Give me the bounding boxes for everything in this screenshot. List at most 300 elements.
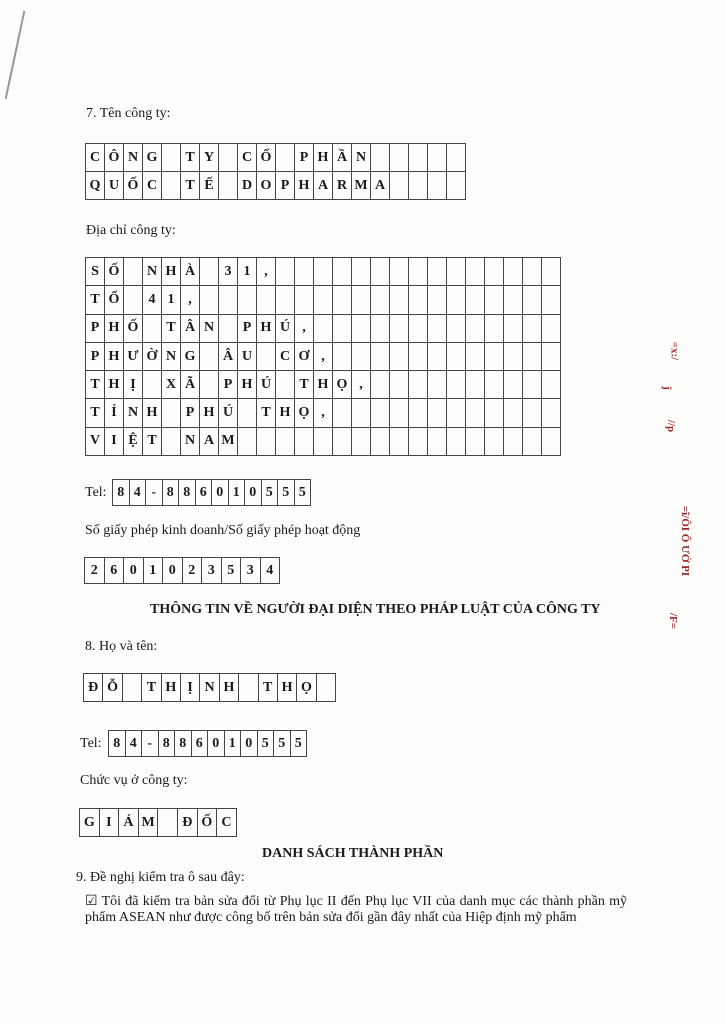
letter-cell (200, 258, 219, 286)
letter-cell (390, 286, 409, 314)
character-cell: 0 (163, 558, 183, 583)
letter-cell (428, 371, 447, 399)
letter-cell (428, 258, 447, 286)
letter-cell: Ế (200, 172, 219, 200)
grid-row (86, 427, 561, 455)
letter-cell (409, 399, 428, 427)
position-box (79, 808, 237, 837)
full-name-box (83, 673, 336, 702)
letter-cell (371, 342, 390, 370)
letter-cell (276, 427, 295, 455)
character-cell: 8 (179, 480, 196, 505)
character-cell: H (162, 674, 181, 701)
letter-cell (504, 371, 523, 399)
letter-cell (295, 427, 314, 455)
letter-cell (409, 427, 428, 455)
letter-cell (409, 258, 428, 286)
company-tel-label: Tel: (85, 485, 107, 500)
character-cell: 1 (225, 731, 242, 756)
letter-cell (390, 371, 409, 399)
letter-cell: Ô (105, 144, 124, 172)
letter-cell (466, 286, 485, 314)
letter-cell (238, 427, 257, 455)
letter-cell (276, 258, 295, 286)
character-cell: T (259, 674, 278, 701)
letter-cell (390, 144, 409, 172)
letter-cell: N (162, 342, 181, 370)
letter-cell (295, 258, 314, 286)
letter-cell (409, 342, 428, 370)
character-cell: - (146, 480, 163, 505)
letter-cell: P (86, 314, 105, 342)
letter-cell (257, 286, 276, 314)
character-cell: 8 (113, 480, 130, 505)
character-cell: 5 (222, 558, 242, 583)
letter-cell: H (105, 371, 124, 399)
character-cell (317, 674, 335, 701)
character-cell: 8 (109, 731, 126, 756)
letter-cell (447, 399, 466, 427)
company-tel-box (112, 479, 311, 506)
letter-cell: Ơ (295, 342, 314, 370)
letter-cell (409, 371, 428, 399)
letter-cell: Ã (181, 371, 200, 399)
letter-cell (314, 314, 333, 342)
character-cell (123, 674, 142, 701)
letter-cell (428, 399, 447, 427)
letter-cell: , (314, 399, 333, 427)
letter-cell: Ú (276, 314, 295, 342)
character-cell: 4 (130, 480, 147, 505)
stamp-fragment: //p (665, 419, 678, 433)
character-cell: G (80, 809, 100, 836)
letter-cell (485, 399, 504, 427)
character-cell: 5 (274, 731, 291, 756)
letter-cell (162, 399, 181, 427)
letter-cell: Ư (124, 342, 143, 370)
letter-cell (162, 427, 181, 455)
letter-cell: Q (86, 172, 105, 200)
letter-cell (428, 427, 447, 455)
letter-cell (371, 286, 390, 314)
character-cell: Ị (181, 674, 200, 701)
character-cell: Đ (84, 674, 103, 701)
letter-cell (124, 286, 143, 314)
letter-cell: H (200, 399, 219, 427)
character-cell: 2 (85, 558, 105, 583)
letter-cell (485, 342, 504, 370)
ingredients-heading: DANH SÁCH THÀNH PHẦN (262, 846, 444, 861)
letter-cell: N (352, 144, 371, 172)
letter-cell (276, 371, 295, 399)
letter-cell (371, 427, 390, 455)
letter-cell: N (124, 144, 143, 172)
character-cell: - (142, 731, 159, 756)
letter-cell (447, 314, 466, 342)
letter-cell (542, 342, 561, 370)
letter-cell: V (86, 427, 105, 455)
character-cell: Ọ (297, 674, 316, 701)
letter-cell: , (257, 258, 276, 286)
letter-cell: C (86, 144, 105, 172)
character-cell: 3 (241, 558, 261, 583)
character-cell: 1 (144, 558, 164, 583)
letter-cell (371, 258, 390, 286)
letter-cell: D (238, 172, 257, 200)
letter-cell (257, 342, 276, 370)
letter-cell (276, 286, 295, 314)
letter-cell: 4 (143, 286, 162, 314)
letter-cell: 1 (162, 286, 181, 314)
stamp-fragment: /F= (667, 612, 680, 630)
letter-cell (352, 314, 371, 342)
letter-cell (371, 371, 390, 399)
letter-cell (409, 144, 428, 172)
letter-cell: T (181, 144, 200, 172)
letter-cell: S (86, 258, 105, 286)
character-cell: 6 (196, 480, 213, 505)
letter-cell (390, 172, 409, 200)
letter-cell: À (181, 258, 200, 286)
letter-cell: , (295, 314, 314, 342)
character-cell: 1 (229, 480, 246, 505)
letter-cell (447, 371, 466, 399)
letter-cell: P (276, 172, 295, 200)
letter-cell (466, 371, 485, 399)
character-cell: 0 (212, 480, 229, 505)
character-cell: I (100, 809, 120, 836)
character-cell: 5 (298, 485, 306, 500)
letter-cell: M (352, 172, 371, 200)
scan-artifact (5, 11, 26, 99)
letter-cell (390, 314, 409, 342)
section9-label: 9. Đề nghị kiểm tra ô sau đây: (76, 870, 245, 885)
letter-cell: C (143, 172, 162, 200)
representative-tel-label: Tel: (80, 736, 102, 751)
letter-cell: C (238, 144, 257, 172)
grid-row (86, 314, 561, 342)
character-cell: 4 (266, 563, 274, 578)
letter-cell: T (295, 371, 314, 399)
letter-cell (219, 172, 238, 200)
letter-cell: Ổ (105, 286, 124, 314)
character-cell: H (220, 674, 239, 701)
letter-cell (314, 286, 333, 314)
character-cell: H (278, 674, 297, 701)
character-cell: 5 (262, 480, 279, 505)
grid-row (86, 258, 561, 286)
character-cell: 0 (208, 731, 225, 756)
letter-cell: Ú (219, 399, 238, 427)
letter-cell: X (162, 371, 181, 399)
letter-cell: I (105, 427, 124, 455)
company-address-label: Địa chỉ công ty: (86, 223, 176, 238)
letter-cell (276, 144, 295, 172)
letter-cell (523, 258, 542, 286)
character-cell: Á (119, 809, 139, 836)
character-cell: 5 (294, 736, 302, 751)
character-cell: 8 (175, 731, 192, 756)
letter-cell: H (162, 258, 181, 286)
letter-cell (143, 371, 162, 399)
letter-cell: , (181, 286, 200, 314)
character-cell: T (142, 674, 161, 701)
letter-cell: P (181, 399, 200, 427)
letter-cell (409, 172, 428, 200)
letter-cell (238, 399, 257, 427)
letter-cell (314, 427, 333, 455)
letter-cell: Ú (257, 371, 276, 399)
declaration-text: Tôi đã kiểm tra bản sửa đổi từ Phụ lục II đến Phụ lục VII của danh mục các thành phần mỹ phẩm ASEAN như được công bố trên bản sửa đổi gần đây nhất của Hiệp định mỹ phẩm (85, 894, 628, 925)
letter-cell (162, 172, 181, 200)
letter-cell (447, 286, 466, 314)
letter-cell: A (200, 427, 219, 455)
letter-cell: Ờ (143, 342, 162, 370)
letter-cell: , (352, 371, 371, 399)
letter-cell (523, 399, 542, 427)
letter-cell: H (238, 371, 257, 399)
letter-cell (371, 314, 390, 342)
letter-cell (485, 371, 504, 399)
letter-cell (333, 427, 352, 455)
letter-cell (333, 314, 352, 342)
letter-cell (428, 172, 447, 200)
letter-cell (390, 427, 409, 455)
character-cell: 0 (124, 558, 144, 583)
letter-cell (124, 258, 143, 286)
company-name-grid (85, 143, 466, 200)
character-cell: 6 (192, 731, 209, 756)
letter-cell (428, 342, 447, 370)
letter-cell (542, 427, 561, 455)
letter-cell: O (257, 172, 276, 200)
letter-cell (409, 314, 428, 342)
letter-cell (447, 144, 466, 172)
letter-cell (390, 342, 409, 370)
letter-cell: H (276, 399, 295, 427)
letter-cell (542, 399, 561, 427)
character-cell: 8 (159, 731, 176, 756)
letter-cell (428, 286, 447, 314)
letter-cell (200, 371, 219, 399)
letter-cell: T (143, 427, 162, 455)
letter-cell: T (86, 399, 105, 427)
stamp-fragment: =x:/ (668, 341, 681, 361)
letter-cell: H (143, 399, 162, 427)
letter-cell: T (257, 399, 276, 427)
character-cell: N (200, 674, 219, 701)
full-name-label: 8. Họ và tên: (85, 639, 158, 654)
letter-cell (333, 258, 352, 286)
letter-cell: Ố (124, 314, 143, 342)
letter-cell: H (105, 314, 124, 342)
letter-cell: 1 (238, 258, 257, 286)
letter-cell (219, 286, 238, 314)
letter-cell: Ố (105, 258, 124, 286)
letter-cell (523, 314, 542, 342)
letter-cell: A (371, 172, 390, 200)
letter-cell: G (143, 144, 162, 172)
letter-cell: M (219, 427, 238, 455)
letter-cell (504, 314, 523, 342)
letter-cell (409, 286, 428, 314)
letter-cell: P (238, 314, 257, 342)
letter-cell (371, 399, 390, 427)
letter-cell (466, 342, 485, 370)
character-cell: 2 (183, 558, 203, 583)
character-cell: 5 (278, 480, 295, 505)
letter-cell (428, 144, 447, 172)
letter-cell (352, 399, 371, 427)
letter-cell: U (238, 342, 257, 370)
character-cell: 0 (245, 480, 262, 505)
letter-cell (219, 314, 238, 342)
letter-cell (523, 427, 542, 455)
representative-tel-box (108, 730, 307, 757)
letter-cell: 3 (219, 258, 238, 286)
letter-cell: Ọ (295, 399, 314, 427)
letter-cell (485, 258, 504, 286)
letter-cell: Ọ (333, 371, 352, 399)
letter-cell (485, 427, 504, 455)
letter-cell: H (257, 314, 276, 342)
grid-row (86, 371, 561, 399)
letter-cell: Ố (124, 172, 143, 200)
letter-cell (504, 286, 523, 314)
letter-cell (352, 427, 371, 455)
stamp-fragment: ĵ (660, 386, 673, 390)
letter-cell (466, 427, 485, 455)
checked-checkbox-icon[interactable]: ☑ (85, 894, 98, 909)
grid-row (86, 172, 466, 200)
letter-cell: N (181, 427, 200, 455)
letter-cell: T (86, 286, 105, 314)
letter-cell (390, 399, 409, 427)
letter-cell: H (105, 342, 124, 370)
letter-cell (447, 172, 466, 200)
letter-cell (542, 371, 561, 399)
letter-cell (428, 314, 447, 342)
letter-cell (352, 342, 371, 370)
letter-cell (447, 342, 466, 370)
character-cell: C (221, 815, 232, 830)
letter-cell: H (295, 172, 314, 200)
letter-cell: P (86, 342, 105, 370)
letter-cell (447, 427, 466, 455)
company-address-grid (85, 257, 561, 456)
letter-cell (485, 314, 504, 342)
character-cell: 5 (258, 731, 275, 756)
letter-cell: Ệ (124, 427, 143, 455)
letter-cell (200, 286, 219, 314)
letter-cell (371, 144, 390, 172)
letter-cell (504, 399, 523, 427)
letter-cell: C (276, 342, 295, 370)
company-name-label: 7. Tên công ty: (86, 106, 171, 121)
character-cell: Đ (178, 809, 198, 836)
letter-cell (504, 342, 523, 370)
letter-cell (333, 342, 352, 370)
letter-cell (352, 258, 371, 286)
letter-cell: T (162, 314, 181, 342)
letter-cell (143, 314, 162, 342)
grid-row (86, 342, 561, 370)
letter-cell: H (314, 144, 333, 172)
character-cell (158, 809, 178, 836)
letter-cell: R (333, 172, 352, 200)
letter-cell (504, 258, 523, 286)
letter-cell: Â (219, 342, 238, 370)
letter-cell (504, 427, 523, 455)
letter-cell: Ầ (333, 144, 352, 172)
letter-cell (333, 286, 352, 314)
character-cell: 4 (126, 731, 143, 756)
letter-cell (352, 286, 371, 314)
letter-cell: N (124, 399, 143, 427)
letter-cell (466, 314, 485, 342)
stamp-fragment: =ĩ/ÔI Ổ ƯỚ PI (679, 505, 692, 577)
letter-cell: P (295, 144, 314, 172)
letter-cell (295, 286, 314, 314)
grid-row (86, 399, 561, 427)
letter-cell: Ỉ (105, 399, 124, 427)
character-cell: 8 (163, 480, 180, 505)
letter-cell (523, 286, 542, 314)
letter-cell (238, 286, 257, 314)
letter-cell: Y (200, 144, 219, 172)
license-label: Số giấy phép kinh doanh/Số giấy phép hoạt động (85, 523, 361, 538)
letter-cell (200, 342, 219, 370)
letter-cell (390, 258, 409, 286)
letter-cell (542, 314, 561, 342)
letter-cell (542, 258, 561, 286)
character-cell: Ỗ (103, 674, 122, 701)
declaration-paragraph (85, 894, 627, 926)
letter-cell: T (86, 371, 105, 399)
grid-row (86, 144, 466, 172)
letter-cell: U (105, 172, 124, 200)
character-cell: 6 (105, 558, 125, 583)
letter-cell (219, 144, 238, 172)
letter-cell (542, 286, 561, 314)
letter-cell: , (314, 342, 333, 370)
letter-cell (523, 342, 542, 370)
license-number-box (84, 557, 280, 584)
letter-cell: A (314, 172, 333, 200)
position-label: Chức vụ ở công ty: (80, 773, 188, 788)
letter-cell (314, 258, 333, 286)
letter-cell (333, 399, 352, 427)
letter-cell: Ổ (257, 144, 276, 172)
letter-cell: P (219, 371, 238, 399)
representative-heading: THÔNG TIN VỀ NGƯỜI ĐẠI DIỆN THEO PHÁP LUẬT CỦA CÔNG TY (150, 602, 601, 617)
letter-cell (257, 427, 276, 455)
letter-cell: T (181, 172, 200, 200)
letter-cell: N (200, 314, 219, 342)
letter-cell (466, 399, 485, 427)
grid-row (86, 286, 561, 314)
letter-cell: Â (181, 314, 200, 342)
character-cell: 0 (241, 731, 258, 756)
letter-cell (447, 258, 466, 286)
character-cell: M (139, 809, 159, 836)
letter-cell (466, 258, 485, 286)
letter-cell: H (314, 371, 333, 399)
letter-cell (162, 144, 181, 172)
character-cell (239, 674, 258, 701)
letter-cell (485, 286, 504, 314)
letter-cell: N (143, 258, 162, 286)
